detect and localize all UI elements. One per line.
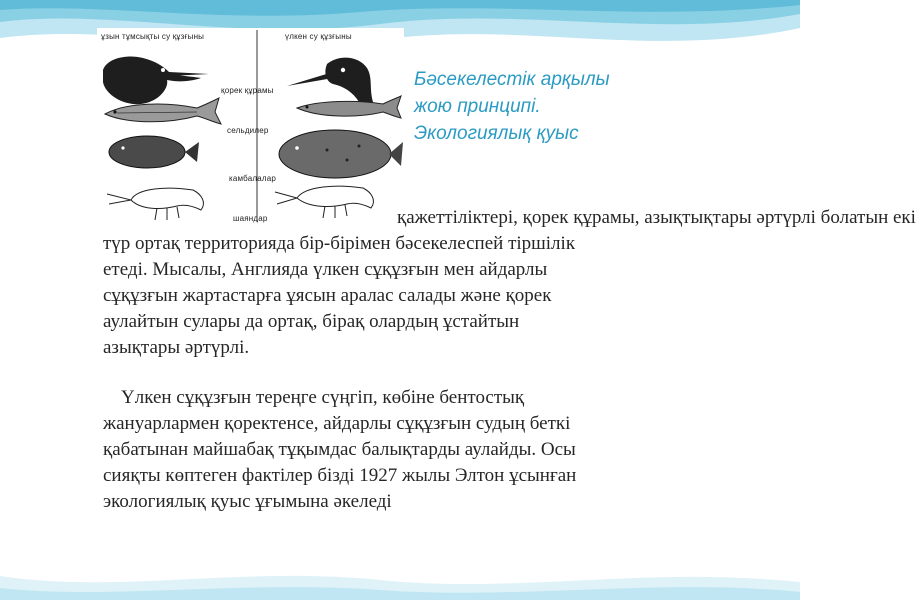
shag-bird-icon	[103, 57, 209, 105]
paragraph-line: түр ортақ территорияда бір-бірімен бәсекелеспей тіршілік	[103, 233, 576, 254]
species-illustration	[97, 28, 404, 224]
plaice-fish-icon	[279, 130, 403, 178]
title-line-1: Бәсекелестік арқылы	[414, 69, 610, 90]
caption-top-right: үлкен су құзғыны	[285, 32, 352, 41]
paragraph-line: азықтары әртүрлі.	[103, 337, 250, 358]
paragraph-2	[103, 385, 773, 515]
paragraph-line: сұқұзғын жартастарға ұясын аралас салады және қорек	[103, 285, 552, 306]
caption-flounder: камбалалар	[229, 174, 277, 183]
paragraph-line: қабатынан майшабақ тұқымдас балықтарды аулайды. Осы	[103, 439, 576, 460]
caption-shrimp: шаяндар	[233, 214, 268, 223]
shrimp-left-icon	[107, 188, 203, 220]
slide-title	[414, 66, 744, 147]
caption-herring: сельдилер	[227, 126, 269, 135]
paragraph-line: сияқты көптеген фактілер бізді 1927 жылы Элтон ұсынған	[103, 465, 577, 486]
paragraph-line: жануарлармен қоректенсе, айдарлы сұқұзғын судың беткі	[103, 413, 571, 434]
sprat-fish-icon	[297, 96, 401, 118]
paragraph-line: экологиялық қуыс ұғымына әкеледі	[103, 491, 392, 512]
paragraph-1	[103, 231, 773, 361]
paragraph-line: Үлкен сұқұзғын тереңге сүңгіп, көбіне бентостық	[121, 387, 525, 408]
paragraph-line: аулайтын сулары да ортақ, бірақ олардың ұстайтын	[103, 311, 520, 332]
flounder-fish-icon	[109, 136, 199, 168]
caption-food: қорек құрамы	[221, 86, 274, 95]
shrimp-right-icon	[275, 186, 373, 218]
caption-top-left: ұзын тұмсықты су құзғыны	[101, 32, 205, 41]
title-line-3: Экологиялық қуыс	[414, 123, 579, 144]
paragraph-1-first-line: қажеттіліктері, қорек құрамы, азықтықтары әртүрлі болатын екі	[397, 207, 916, 228]
bottom-wave-decoration	[0, 560, 800, 600]
title-line-2: жою принципі.	[414, 96, 541, 117]
paragraph-line: етеді. Мысалы, Англияда үлкен сұқұзғын мен айдарлы	[103, 259, 548, 280]
cormorant-bird-icon	[287, 58, 373, 108]
herring-fish-icon	[105, 98, 221, 124]
